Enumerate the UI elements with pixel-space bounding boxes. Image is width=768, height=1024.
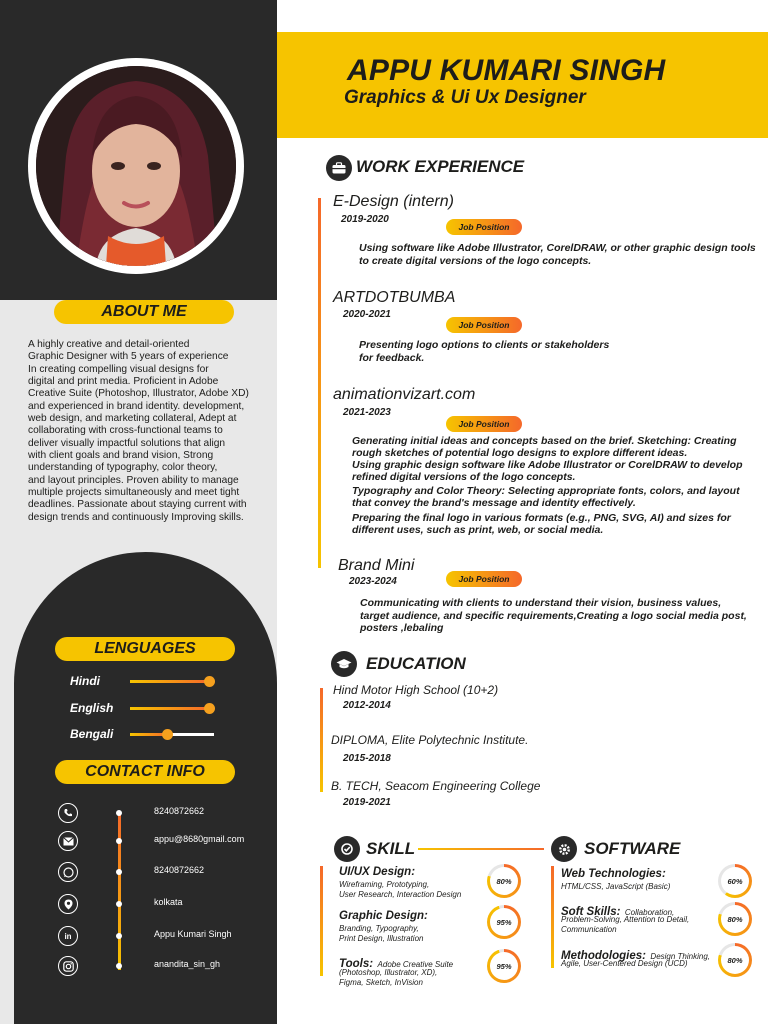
skill-detail (339, 968, 479, 987)
person-name: APPU KUMARI SINGH (347, 54, 666, 87)
software-timeline (551, 866, 554, 968)
about-line: collaborating with cross-functional teams to (28, 425, 223, 437)
skill-level-ring (487, 949, 521, 983)
skill-detail-line: Figma, Sketch, InVision (339, 977, 423, 987)
about-line: deadlines. Passionate about staying current with (28, 499, 247, 511)
about-me-heading: ABOUT ME (54, 300, 234, 324)
job-description-line: rough sketches of potential logo designs to explore different ideas. (352, 446, 688, 459)
about-line: understanding of typography, color theory, (28, 462, 218, 474)
about-line: deliver visually impactful solutions that align (28, 437, 226, 449)
skill-heading-rule (418, 848, 544, 850)
job-description-line: Generating initial ideas and concepts based on the brief. Sketching: Creating (352, 435, 737, 447)
software-name: Soft Skills: (561, 906, 621, 918)
education-title: B. TECH, Seacom Engineering College (331, 779, 541, 793)
job-description-line: Presenting logo options to clients or stakeholders (359, 339, 610, 351)
job-title: E-Design (intern) (333, 193, 454, 210)
contact-location[interactable] (58, 894, 268, 914)
phone-icon (58, 803, 78, 823)
job-description-line: Communicating with clients to understand their vision, business values, (360, 597, 722, 609)
about-line: digital and print media. Proficient in Adobe (28, 376, 219, 388)
profile-photo (36, 66, 236, 266)
software-level-ring (718, 943, 752, 977)
software-detail-line: Communication (561, 924, 617, 934)
skill-name: UI/UX Design: (339, 866, 416, 878)
graduation-cap-icon (331, 651, 357, 677)
about-line: with client goals and brand vision, Strong (28, 450, 214, 462)
contact-text: appu@8680gmail.com (154, 834, 245, 844)
skill-name: Graphic Design: (339, 910, 428, 922)
education-title: Hind Motor High School (10+2) (333, 683, 499, 697)
skill-level-value: 95% (490, 908, 518, 936)
contact-text: 8240872662 (154, 806, 205, 816)
skill-level-value: 95% (490, 952, 518, 980)
software-detail-line: HTML/CSS, JavaScript (Basic) (561, 882, 671, 891)
contact-whatsapp[interactable] (58, 862, 268, 882)
skill-detail (339, 880, 479, 899)
skill-detail-line: (Photoshop, Illustrator, XD), (339, 968, 438, 977)
job-description-line: target audience, and specific requirements,Creating a logo social media post, (360, 609, 747, 622)
software-level-value: 60% (721, 867, 749, 895)
about-line: In creating compelling visual designs for (28, 363, 209, 375)
work-timeline (318, 198, 321, 568)
job-date: 2021-2023 (343, 407, 391, 418)
job-description-line: that convey the brand's message and identity effectively. (352, 496, 636, 509)
software-name: Web Technologies: (561, 868, 666, 880)
contact-text: kolkata (154, 897, 183, 907)
job-description (352, 436, 762, 537)
education-date: 2012-2014 (343, 700, 391, 711)
software-level-value: 80% (721, 905, 749, 933)
software-name: Methodologies: (561, 950, 646, 962)
language-row (70, 701, 250, 717)
software-detail-line: Agile, User-Centered Design (UCD) (561, 959, 688, 968)
person-role: Graphics & Ui Ux Designer (344, 87, 586, 108)
skill-badge-icon (334, 836, 360, 862)
briefcase-icon (326, 155, 352, 181)
job-description (359, 242, 759, 267)
work-experience-heading: WORK EXPERIENCE (356, 157, 525, 176)
job-description-line: to create digital versions of the logo concepts. (359, 254, 592, 267)
about-line: web design, and marketing collateral, Adept at (28, 413, 237, 425)
education-title: DIPLOMA, Elite Polytechnic Institute. (331, 733, 529, 747)
contact-info-heading: CONTACT INFO (55, 760, 235, 784)
job-description-line: Using software like Adobe Illustrator, CorelDRAW, or other graphic design tools (359, 242, 756, 254)
job-description (360, 597, 760, 635)
instagram-icon (58, 956, 78, 976)
skill-detail-line: Wireframing, Prototyping, (339, 880, 430, 889)
contact-email[interactable] (58, 831, 268, 851)
contact-text: 8240872662 (154, 865, 205, 875)
job-description-line: Preparing the final logo in various formats (e.g., PNG, SVG, AI) and sizes for (352, 512, 731, 525)
job-description-line: Typography and Color Theory: Selecting appropriate fonts, colors, and layout (352, 484, 740, 497)
job-date: 2023-2024 (349, 576, 397, 587)
job-description-line: posters ,lebaling (360, 622, 444, 634)
about-line: and layout principles. Proven ability to manage (28, 474, 239, 486)
language-level-bar (130, 707, 214, 710)
language-name: Hindi (70, 674, 100, 688)
skill-detail-line: User Research, Interaction Design (339, 889, 462, 899)
job-description-line: Using graphic design software like Adobe Illustrator or CorelDRAW to develop (352, 458, 743, 471)
language-name: Bengali (70, 727, 114, 741)
education-date: 2015-2018 (343, 753, 391, 764)
skill-detail (339, 924, 479, 943)
job-position-badge: Job Position (446, 571, 522, 587)
job-title: ARTDOTBUMBA (333, 289, 456, 306)
job-date: 2020-2021 (343, 309, 391, 320)
location-icon (58, 894, 78, 914)
language-name: English (70, 701, 114, 715)
software-detail-inline: Design Thinking, (650, 952, 711, 961)
sidebar (0, 0, 277, 1024)
gear-icon (551, 836, 577, 862)
contact-phone[interactable] (58, 803, 268, 823)
software-heading: SOFTWARE (584, 839, 681, 858)
sidebar-bottom-panel (14, 552, 277, 1024)
linkedin-icon: in (58, 926, 78, 946)
skill-timeline (320, 866, 323, 976)
language-level-bar (130, 733, 214, 736)
about-me-text (28, 339, 268, 524)
contact-linkedin[interactable] (58, 926, 268, 946)
contact-text: Appu Kumari Singh (154, 929, 232, 939)
education-heading: EDUCATION (366, 654, 466, 673)
software-detail-line: Problem-Solving, Attention to Detail, (561, 915, 690, 924)
about-line: Graphic Designer with 5 years of experience (28, 351, 229, 363)
job-title: Brand Mini (338, 557, 415, 574)
about-line: A highly creative and detail-oriented (28, 339, 190, 350)
education-date: 2019-2021 (343, 797, 391, 808)
software-detail (561, 915, 711, 934)
skill-heading: SKILL (366, 839, 416, 858)
job-description-line: different uses, such as print, web, or social media. (352, 524, 604, 537)
job-position-badge: Job Position (446, 317, 522, 333)
about-line: Creative Suite (Photoshop, Illustrator, Adobe XD) (28, 388, 249, 400)
job-position-badge: Job Position (446, 416, 522, 432)
job-description (359, 339, 759, 364)
job-date: 2019-2020 (341, 214, 389, 225)
language-level-bar (130, 680, 214, 683)
software-detail (561, 959, 711, 969)
whatsapp-icon (58, 862, 78, 882)
languages-heading: LENGUAGES (55, 637, 235, 661)
software-level-ring (718, 902, 752, 936)
job-description-line: refined digital versions of the logo concepts. (352, 470, 576, 483)
software-detail-inline: Collaboration, (624, 908, 675, 917)
job-position-badge: Job Position (446, 219, 522, 235)
mail-icon (58, 831, 78, 851)
skill-level-value: 80% (490, 867, 518, 895)
about-line: design trends and continuously Improving skills. (28, 511, 244, 523)
skill-detail-inline: Adobe Creative Suite (377, 960, 454, 969)
contact-text: anandita_sin_gh (154, 959, 221, 969)
skill-detail-line: Branding, Typography, (339, 924, 419, 933)
language-row (70, 727, 250, 743)
skill-name: Tools: (339, 958, 374, 970)
job-description-line: for feedback. (359, 351, 425, 364)
about-line: and experienced in brand identity. development, (28, 400, 245, 412)
job-title: animationvizart.com (333, 386, 476, 403)
skill-level-ring (487, 864, 521, 898)
language-row (70, 674, 250, 690)
education-timeline (320, 688, 323, 792)
skill-detail-line: Print Design, Illustration (339, 933, 424, 943)
software-detail (561, 882, 711, 892)
about-line: multiple projects simultaneously and meet tight (28, 487, 240, 499)
contact-instagram[interactable] (58, 956, 268, 976)
software-level-ring (718, 864, 752, 898)
software-level-value: 80% (721, 946, 749, 974)
skill-level-ring (487, 905, 521, 939)
